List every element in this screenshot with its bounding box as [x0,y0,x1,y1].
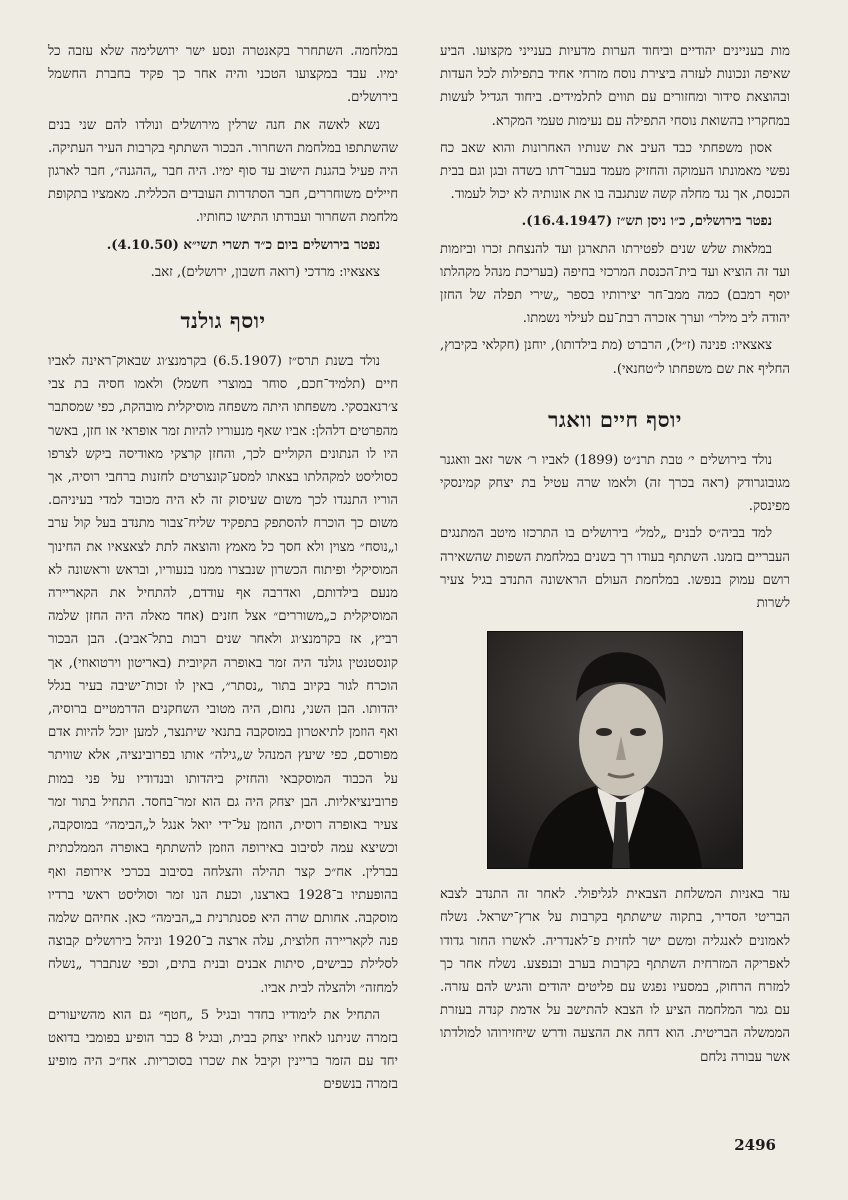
page-number: 2496 [734,1136,776,1154]
paragraph: נולד בירושלים י׳ טבת תרנ״ט (1899) לאביו ר׳ אשר זאב וואגנר מגובוגרודק (ראה בכרך זה) ולאמו שרה עטיל בת יצחק קמינסקי מפינסק. [440,452,790,515]
descendants-line: צאצאיו: פנינה (ז״ל), הרברט (מת בילדותו), יוחנן (חקלאי בקיבוץ, החליף את שם משפחתו ל״טחנאי). [440,338,790,377]
left-column [48,40,398,1097]
portrait-photo [487,631,743,869]
paragraph: נשא לאשה את חנה שרלין מירושלים ונולדו להם שני בנים שהשתתפו במלחמת השחרור. הבכור השתתף בקרבות העיר העתיקה. היה פעיל בהגנת הישוב עד סוף ימיו. היה חבר „ההגנה״, חבר לארגון חיילים משוחררים, חבר הסתדרות העובדים הכללית. מאמציו בתקופת מלחמת השחרור ועבודתו התישו כחותיו. [48,117,398,226]
paragraph: למד בביה״ס לבנים „למל״ בירושלים בו התרכזו מיטב המתנגים העבריים בזמנו. השתתף בעודו רך בשנים במלחמת השפות שהשאירה רושם עמוק בנפשו. במלחמת העולם הראשונה התנדב בגיל צעיר לשרות [440,526,790,612]
descendants-line: צאצאיו: מרדכי (רואה חשבון, ירושלים), זאב. [150,264,380,280]
section-heading: יוסף חיים וואגר [548,406,682,432]
paragraph: אסון משפחתי כבד העיב את שנותיו האחרונות והוא שאב כח נפשי מאמונתו העמוקה והחזיק מעמד בעבר־דתו בשדה ובגן וגם בבית הכנסת, אך נגד מחלה קשה שנתגבה בו את אונותיה לא יכול לעמוד. [440,140,790,203]
paragraph: במלחמה. השתחרר בקאנטרה ונסע ישר ירושלימה שלא עזבה כל ימיו. עבד במקצועו הטכני והיה אחר כך פקיד בחברת החשמל בירושלים. [48,44,398,106]
paragraph: התחיל את לימודיו בחדר ובגיל 5 „חטף״ גם הוא מהשיעורים בזמרה שניתנו לאחיו יצחק בבית, ובגיל 8 כבר הופיע בפומבי בדואט יחד עם הזמר בריינין וקיבל את שכרו בסוכריות. אח״כ היה מופיע בזמרה בנשפים [48,1007,399,1093]
right-column [440,40,790,1069]
death-date-line: נפטר בירושלים ביום כ״ד תשרי תשי״א (4.10.50). [106,237,380,253]
paragraph: עזר באניות המשלחת הצבאית לגליפולי. לאחר זה התנדב לצבא הבריטי הסדיר, בתקוה שישתתף בקרבות על ארץ־ישראל. נשלח לאמונים לאנגליה ומשם ישר לחזית פ־לאנדריה. לאשרו החזר גדודו לאפריקה המזרחית השתתף בקרבות בערב ובנפצע. נשלח אחר כך למזרח הרחוק, במסעיו נפגש עם פליטים יהודים והגיש להם עזרה. עם גמר המלחמה הציע לו הצבא להתישב על אדמת קנדה בעזרת הממשלה הבריטית. הוא דחה את ההצעה ודרש שיחזירוהו למולדתו אשר עבורה נלחם [440,887,790,1065]
paragraph: נולד בשנת תרס״ז (6.5.1907) בקרמנצ׳וג שבאוק־ראינה לאביו חיים (תלמיד־חכם, סוחר במוצרי חשמל) ולאמו חסיה בת צבי צ׳רנאבסקי. משפחתו היתה משפחה מוסיקלית מובהקת, כפי שמסתבר מהפרטים דלהלן: אביו שאף מנעוריו להיות זמר אופראי או חזן, באשר היו לו הנתונים הקוליים לכך, והחזן קרצקי מאודיסה ביקש לצרפו כסוליסט למקהלתו בצאתו למסע־קונצרטים לחזנות ברחבי רוסיה, אך הוריו התנגדו לכך משום שעיסוק זה לא היה מכובד למדי בעיניהם. משום כך הוכרח להסתפק בתפקיד שליח־צבור מתנדב בעל קול ערב ו„נוסח״ מצוין ולא חסך כל מאמץ והוצאה לתת לצאצאיו את החינוך המוסיקלי ופיתוח הכשרון שנבצרו ממנו בנעוריו, ובראש וראשונה לא מנעם בילדותם, ואדרבה אף עודדם, להתחיל את הקאריירה המוסיקלית כ„משוררים״ אצל חזנים (אחד מאלה היה החזן שלמה רביץ, אז בקרמנצ׳וג ולאחר שנים רבות בתל־אביב). הבן הבכור קונסטנטין גולנד היה זמר באופרה הקיובית (באריטון וירטואוזי), אך הוכרח לגור בקיוב בתור „נסתר״, באין לו זכות־ישיבה בעיר בגלל יהדותו. הבן השני, נחום, היה מטובי השחקנים הדרמטיים ברוסיה, ואף הוזמן לתיאטרון במוסקבה בתנאי שיתנצר, למען יוכל להיות אדם מפורסם, כפי שיעץ המנהל ש„גילה״ אותו בפרובינציה, אלא שוויתר על הכבוד המוסקבאי והחזיק ביהדותו ובנדודיו על פני במות פרובינציאליות. הבן יצחק היה גם הוא זמר־בחסד. התחיל בתור זמר צעיר באופרה רוסית, הוזמן על־ידי יואל אנגל ל„הבימה״ במוסקבה, וכשיצא עמה לסיבוב באירופה הוזמן להשתתף באופרה הממלכתית בברלין. אח״כ קצר תהילה והצלחה בסיבוב בכרכי אירופה ואף בהופעתיו ב־1928 בארצנו, וכעת הנו זמר וסוליסט ראשי ברדיו מוסקבה. אחותם שרה היא פסנתרנית ב„הבימה״ כאן. אחיהם שלמה פנה לקאריירה חלוצית, עלה ארצה ב־1920 וניהל בירושלים קבוצה לסלילת כבישים, סיתות אבנים ובנית בתים, וכפי שנתברר „נשלח למחזה״ ולהצלה לבית אביו. [48,354,398,996]
section-heading: יוסף גולנד [180,308,266,334]
death-date-line: נפטר בירושלים, כ״ו ניסן תש״ז (16.4.1947). [521,214,772,230]
paragraph: במלאות שלש שנים לפטירתו התארגן ועד להנצחת זכרו וביזמות ועד זה הוציא ועד בית־הכנסת המרכזי בחיפה (בעריכת מנהל מקהלתו יוסף רמבם) כמה ממב־חר יצירותיו בספר „שירי תפלה של החזן יהודה ליב מילר״ וערך אזכרה רבת־עם לעילוי נשמתו. [440,241,790,327]
paragraph: מות בעניינים יהודיים וביחוד הערות מדעיות בענייני מקצועו. הביע שאיפה ונכונות לעזרה ביצירת נוסח מזרחי אחיד בתפילות לכל העדות ובהוצאת סידור ומחזורים עם תווים לתלמידים. ביחוד הגדיל לעשות במחקריו בהשואת נוסחי התפילה עם נעימות טעמי המקרא. [440,44,790,129]
portrait-image [488,632,742,868]
